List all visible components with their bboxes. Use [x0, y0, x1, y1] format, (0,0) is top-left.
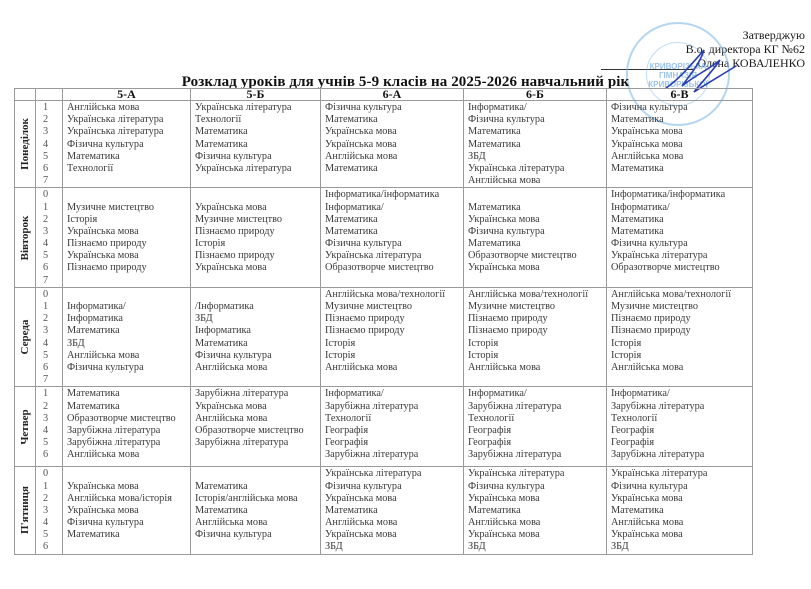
lesson-number: 4 — [43, 424, 49, 436]
lesson-subject: Математика — [611, 504, 664, 516]
lesson-subject — [195, 449, 320, 461]
lesson-subject: Математика — [195, 337, 248, 349]
lesson-subject: ЗБД — [195, 313, 213, 325]
lesson-number: 2 — [43, 492, 49, 504]
lessons-cell-6b — [464, 387, 607, 467]
day-label-cell — [15, 188, 36, 288]
stamp-text: КРИВОРІЗЬКА ГІМНАЗІЯ КРИВОРІЗЬКОЇ — [648, 62, 708, 89]
lesson-subject — [468, 275, 606, 287]
lesson-subject — [325, 275, 463, 287]
lesson-subject: Інформатика/ — [325, 388, 384, 400]
day-row-monday — [15, 101, 753, 188]
lesson-number: 1 — [43, 301, 49, 312]
class-header-6b: 6-Б — [464, 89, 607, 101]
day-label: Четвер — [19, 409, 31, 445]
lesson-number: 5 — [43, 250, 49, 262]
lesson-subject: Математика — [195, 504, 248, 516]
lesson-subject: Інформатика/інформатика — [325, 189, 440, 201]
lesson-subject: Фізична культура — [195, 150, 272, 162]
lesson-subject: Англійська мова — [611, 150, 684, 162]
lesson-subject — [195, 289, 320, 301]
lessons-cell-5b — [191, 387, 321, 467]
lesson-subject: Українська мова — [67, 225, 139, 237]
lesson-subject: Українська мова — [67, 480, 139, 492]
lesson-subject: Історія — [325, 337, 356, 349]
day-header-cell — [15, 89, 36, 101]
lesson-subject: Інформатика — [67, 313, 123, 325]
lesson-number-header-cell — [36, 89, 63, 101]
lesson-subject: Історія — [468, 337, 499, 349]
lesson-subject: Історія — [67, 213, 98, 225]
lesson-subject: Математика — [611, 162, 664, 174]
lesson-subject: Фізична культура — [67, 138, 144, 150]
lessons-cell-6a — [321, 387, 464, 467]
lesson-subject: Англійська мова — [67, 449, 140, 461]
lessons-cell-6b — [464, 467, 607, 554]
lesson-subject: Англійська мова/історія — [67, 492, 172, 504]
lesson-subject: Технології — [195, 114, 242, 126]
lesson-subject: Зарубіжна література — [611, 400, 705, 412]
lesson-number: 3 — [43, 225, 49, 237]
lesson-subject: Українська мова — [325, 492, 397, 504]
lesson-subject: Математика — [611, 225, 664, 237]
lesson-subject: Українська мова — [195, 201, 267, 213]
day-label-cell — [15, 387, 36, 467]
lesson-subject: Пізнаємо природу — [468, 325, 548, 337]
lesson-subject — [67, 275, 190, 287]
lesson-subject: Пізнаємо природу — [325, 325, 405, 337]
lesson-subject: Історія — [325, 349, 356, 361]
schedule-table — [14, 88, 753, 555]
lesson-subject: Фізична культура — [67, 361, 144, 373]
lesson-subject: Українська мова — [67, 504, 139, 516]
lesson-number: 1 — [43, 102, 49, 113]
lesson-subject: Математика — [325, 162, 378, 174]
lessons-cell-5a — [63, 101, 191, 188]
lesson-subject: Англійська мова/технології — [325, 288, 446, 300]
lesson-subject: Англійська мова — [195, 517, 268, 529]
lesson-number: 3 — [43, 412, 49, 424]
lesson-subject: Фізична культура — [195, 349, 272, 361]
lesson-number: 5 — [43, 529, 49, 541]
lesson-subject: Пізнаємо природу — [468, 313, 548, 325]
lessons-cell-6a — [321, 467, 464, 554]
lesson-subject — [195, 468, 320, 480]
lesson-subject: Зарубіжна література — [67, 437, 161, 449]
lesson-subject: Фізична культура — [468, 114, 545, 126]
lesson-subject: Українська література — [67, 126, 164, 138]
lesson-subject: Українська мова — [325, 126, 397, 138]
lesson-number: 6 — [43, 262, 49, 274]
lesson-subject: Англійська мова — [325, 150, 398, 162]
lesson-number: 5 — [43, 349, 49, 361]
lesson-subject: Українська література — [67, 114, 164, 126]
lesson-subject: Образотворче мистецтво — [67, 412, 176, 424]
lesson-subject: ЗБД — [468, 541, 486, 553]
lesson-subject — [468, 374, 606, 386]
lesson-subject: ЗБД — [468, 150, 486, 162]
page-title: Розклад уроків для учнів 5-9 класів на 2025-2026 навчальний рік — [181, 74, 630, 90]
lesson-numbers-cell — [36, 287, 63, 387]
lesson-number: 2 — [43, 114, 49, 126]
approval-position: В.о. директора КГ №62 — [685, 42, 805, 56]
lesson-subject: Математика — [468, 504, 521, 516]
lesson-number: 0 — [43, 288, 49, 300]
lesson-number: 6 — [43, 361, 49, 373]
lesson-subject: Інформатика/ — [468, 102, 527, 113]
lesson-subject: Математика — [67, 150, 120, 162]
lessons-cell-6a — [321, 101, 464, 188]
lesson-subject: Математика — [468, 201, 521, 213]
lessons-cell-6v — [607, 101, 753, 188]
lesson-subject: Музичне мистецтво — [67, 201, 155, 213]
lessons-cell-6v — [607, 188, 753, 288]
lesson-subject — [611, 175, 752, 187]
lesson-subject: Українська мова — [468, 213, 540, 225]
lesson-subject: Англійська мова — [195, 412, 268, 424]
lesson-subject: Фізична культура — [468, 480, 545, 492]
lesson-subject: Пізнаємо природу — [611, 313, 691, 325]
lesson-number: 7 — [43, 374, 49, 386]
class-header-6a: 6-А — [321, 89, 464, 101]
lesson-subject: Математика — [195, 480, 248, 492]
lessons-cell-6b — [464, 101, 607, 188]
lesson-subject: Англійська мова — [325, 517, 398, 529]
lesson-subject: Зарубіжна література — [67, 424, 161, 436]
lesson-number: 4 — [43, 138, 49, 150]
lesson-subject — [195, 374, 320, 386]
lesson-subject — [195, 175, 320, 187]
lessons-cell-5a — [63, 287, 191, 387]
lesson-subject: Інформатика/ — [468, 388, 527, 400]
lesson-subject — [611, 374, 752, 386]
lesson-subject — [195, 541, 320, 553]
lessons-cell-6v — [607, 467, 753, 554]
lesson-subject: ЗБД — [611, 541, 629, 553]
day-label: Середа — [19, 319, 31, 355]
lesson-number: 1 — [43, 480, 49, 492]
lesson-subject: Фізична культура — [67, 517, 144, 529]
lesson-subject: /Інформатика — [195, 301, 254, 312]
lesson-subject: Географія — [468, 437, 512, 449]
lesson-subject: Технології — [468, 412, 515, 424]
lesson-subject: Зарубіжна література — [195, 437, 289, 449]
lesson-subject: Історія — [195, 238, 226, 250]
lesson-subject: Фізична культура — [611, 102, 688, 113]
day-label: Вівторок — [19, 215, 31, 260]
lesson-subject: Музичне мистецтво — [195, 213, 283, 225]
lesson-subject: Зарубіжна література — [195, 388, 289, 400]
lesson-number: 3 — [43, 325, 49, 337]
lesson-subject: Математика — [67, 388, 120, 400]
day-label: Понеділок — [19, 118, 31, 171]
lesson-subject: Англійська мова — [195, 361, 268, 373]
lesson-subject: Образотворче мистецтво — [325, 262, 434, 274]
lesson-subject: Пізнаємо природу — [195, 225, 275, 237]
lesson-subject: Географія — [468, 424, 512, 436]
lesson-subject — [468, 189, 606, 201]
lesson-subject — [195, 189, 320, 201]
lesson-subject: Фізична культура — [611, 480, 688, 492]
day-label-cell — [15, 467, 36, 554]
lesson-subject: Математика — [468, 238, 521, 250]
lessons-cell-6b — [464, 287, 607, 387]
day-row-tuesday — [15, 188, 753, 288]
lesson-number: 4 — [43, 517, 49, 529]
lesson-subject: Музичне мистецтво — [325, 301, 413, 312]
lesson-numbers-cell — [36, 467, 63, 554]
day-row-friday — [15, 467, 753, 554]
lesson-subject: Географія — [611, 424, 655, 436]
lesson-subject: Англійська мова — [468, 175, 541, 187]
lesson-subject: Українська література — [325, 250, 422, 262]
lesson-subject: Українська література — [195, 162, 292, 174]
lesson-subject: Математика — [325, 504, 378, 516]
lesson-subject: Математика — [325, 225, 378, 237]
lesson-subject — [67, 541, 190, 553]
lesson-subject: Англійська мова/технології — [611, 288, 732, 300]
lessons-cell-5b — [191, 188, 321, 288]
lesson-subject: Українська мова — [325, 138, 397, 150]
lesson-subject: Географія — [325, 424, 369, 436]
lesson-number: 6 — [43, 449, 49, 461]
lessons-cell-6v — [607, 287, 753, 387]
class-header-row — [15, 89, 753, 101]
class-header-5a: 5-А — [63, 89, 191, 101]
lesson-subject: Англійська мова — [611, 517, 684, 529]
lesson-number: 1 — [43, 201, 49, 213]
lesson-subject: Фізична культура — [325, 238, 402, 250]
lesson-subject: Інформатика/інформатика — [611, 189, 726, 201]
lesson-subject: Українська література — [325, 468, 422, 480]
lessons-cell-6v — [607, 387, 753, 467]
schedule-body — [15, 101, 753, 555]
lessons-cell-5b — [191, 287, 321, 387]
lesson-subject: Історія — [611, 349, 642, 361]
lesson-subject: Зарубіжна література — [468, 400, 562, 412]
lesson-subject — [67, 289, 190, 301]
lesson-subject: Образотворче мистецтво — [611, 262, 720, 274]
lesson-subject: Географія — [325, 437, 369, 449]
lesson-subject: Математика — [468, 138, 521, 150]
approval-title: Затверджую — [742, 28, 805, 42]
lesson-subject: Історія — [611, 337, 642, 349]
lesson-subject: Математика — [67, 400, 120, 412]
lesson-subject: Історія — [468, 349, 499, 361]
lesson-number: 2 — [43, 313, 49, 325]
lesson-subject: Музичне мистецтво — [611, 301, 699, 312]
lesson-subject: Технології — [611, 412, 658, 424]
lesson-subject: Географія — [611, 437, 655, 449]
day-label-cell — [15, 101, 36, 188]
lesson-subject: Українська мова — [611, 126, 683, 138]
lesson-subject: Англійська мова — [468, 517, 541, 529]
lesson-subject — [325, 374, 463, 386]
lessons-cell-6a — [321, 287, 464, 387]
lesson-subject: Англійська мова — [67, 349, 140, 361]
day-label-cell — [15, 287, 36, 387]
lesson-subject: Пізнаємо природу — [195, 250, 275, 262]
day-label: П'ятниця — [19, 486, 31, 535]
lesson-subject: Математика — [611, 213, 664, 225]
lesson-number: 7 — [43, 175, 49, 187]
lesson-subject: Пізнаємо природу — [67, 262, 147, 274]
lesson-number: 0 — [43, 468, 49, 480]
lesson-numbers-cell — [36, 188, 63, 288]
lesson-subject: ЗБД — [325, 541, 343, 553]
lesson-number: 2 — [43, 400, 49, 412]
lesson-subject: Англійська мова — [67, 102, 140, 113]
lesson-subject: Математика — [195, 126, 248, 138]
day-row-thursday — [15, 387, 753, 467]
approval-block — [601, 28, 805, 70]
lessons-cell-6b — [464, 188, 607, 288]
lesson-subject: Математика — [611, 114, 664, 126]
class-header-6v: 6-В — [607, 89, 753, 101]
lesson-numbers-cell — [36, 101, 63, 188]
lesson-subject: Фізична культура — [611, 238, 688, 250]
lesson-subject: Українська мова — [67, 250, 139, 262]
lesson-subject: Українська мова — [468, 492, 540, 504]
lesson-number: 0 — [43, 189, 49, 201]
lesson-number: 3 — [43, 504, 49, 516]
lesson-subject: Образотворче мистецтво — [468, 250, 577, 262]
lesson-number: 5 — [43, 437, 49, 449]
lesson-subject: Математика — [67, 529, 120, 541]
lesson-subject: Пізнаємо природу — [67, 238, 147, 250]
lesson-subject: Математика — [325, 213, 378, 225]
lesson-subject: Математика — [67, 325, 120, 337]
lesson-number: 5 — [43, 150, 49, 162]
lessons-cell-5b — [191, 467, 321, 554]
lesson-subject: Українська мова — [468, 529, 540, 541]
lesson-subject: Інформатика — [195, 325, 251, 337]
lesson-subject: Фізична культура — [325, 102, 402, 113]
class-header-5b: 5-Б — [191, 89, 321, 101]
lesson-subject — [67, 468, 190, 480]
lesson-number: 4 — [43, 238, 49, 250]
lesson-subject: Англійська мова/технології — [468, 288, 589, 300]
lesson-subject: Математика — [195, 138, 248, 150]
lesson-number: 1 — [43, 388, 49, 400]
lesson-number: 7 — [43, 274, 49, 286]
lesson-subject — [325, 175, 463, 187]
lesson-number: 6 — [43, 541, 49, 553]
lesson-subject: Математика — [325, 114, 378, 126]
lesson-subject: Зарубіжна література — [325, 449, 419, 461]
lessons-cell-6a — [321, 188, 464, 288]
lesson-subject: Українська мова — [611, 529, 683, 541]
lesson-subject: Українська мова — [611, 492, 683, 504]
lesson-numbers-cell — [36, 387, 63, 467]
lesson-subject: Українська мова — [611, 138, 683, 150]
lesson-subject: Англійська мова — [325, 361, 398, 373]
lesson-subject — [195, 275, 320, 287]
day-row-wednesday — [15, 287, 753, 387]
lesson-subject: ЗБД — [67, 337, 85, 349]
lesson-subject: Українська мова — [195, 400, 267, 412]
lesson-subject: Українська література — [611, 250, 708, 262]
lesson-subject: Інформатика/ — [325, 201, 384, 213]
lesson-subject: Музичне мистецтво — [468, 301, 556, 312]
lessons-cell-5a — [63, 467, 191, 554]
lesson-subject: Українська література — [468, 162, 565, 174]
signature-line — [601, 59, 693, 70]
lesson-subject — [67, 175, 190, 187]
lesson-subject: Пізнаємо природу — [325, 313, 405, 325]
lesson-subject: Фізична культура — [325, 480, 402, 492]
lesson-subject: Зарубіжна література — [611, 449, 705, 461]
lessons-cell-5a — [63, 188, 191, 288]
lesson-subject: Фізична культура — [468, 225, 545, 237]
lesson-subject: Технології — [325, 412, 372, 424]
lesson-subject — [611, 275, 752, 287]
lesson-subject — [67, 374, 190, 386]
lesson-subject: Українська література — [611, 468, 708, 480]
lesson-subject: Англійська мова — [611, 361, 684, 373]
lesson-subject — [67, 189, 190, 201]
lesson-subject: Фізична культура — [195, 529, 272, 541]
lesson-subject: Пізнаємо природу — [611, 325, 691, 337]
lesson-subject: Зарубіжна література — [325, 400, 419, 412]
lesson-subject: Українська література — [195, 102, 292, 113]
lesson-number: 6 — [43, 162, 49, 174]
lesson-subject: Образотворче мистецтво — [195, 424, 304, 436]
lesson-subject: Математика — [468, 126, 521, 138]
lesson-number: 4 — [43, 337, 49, 349]
lesson-subject: Історія/англійська мова — [195, 492, 298, 504]
lessons-cell-5b — [191, 101, 321, 188]
lesson-subject: Українська мова — [468, 262, 540, 274]
lesson-number: 2 — [43, 213, 49, 225]
approval-signatory: Олена КОВАЛЕНКО — [601, 56, 805, 70]
lesson-subject: Технології — [67, 162, 114, 174]
lesson-subject: Інформатика/ — [611, 201, 670, 213]
lessons-cell-5a — [63, 387, 191, 467]
lesson-subject: Українська мова — [195, 262, 267, 274]
lesson-subject: Англійська мова — [468, 361, 541, 373]
lesson-subject: Українська мова — [325, 529, 397, 541]
lesson-subject: Українська література — [468, 468, 565, 480]
lesson-number: 3 — [43, 126, 49, 138]
lesson-subject: Інформатика/ — [611, 388, 670, 400]
lesson-subject: Інформатика/ — [67, 301, 126, 312]
lesson-subject: Зарубіжна література — [468, 449, 562, 461]
